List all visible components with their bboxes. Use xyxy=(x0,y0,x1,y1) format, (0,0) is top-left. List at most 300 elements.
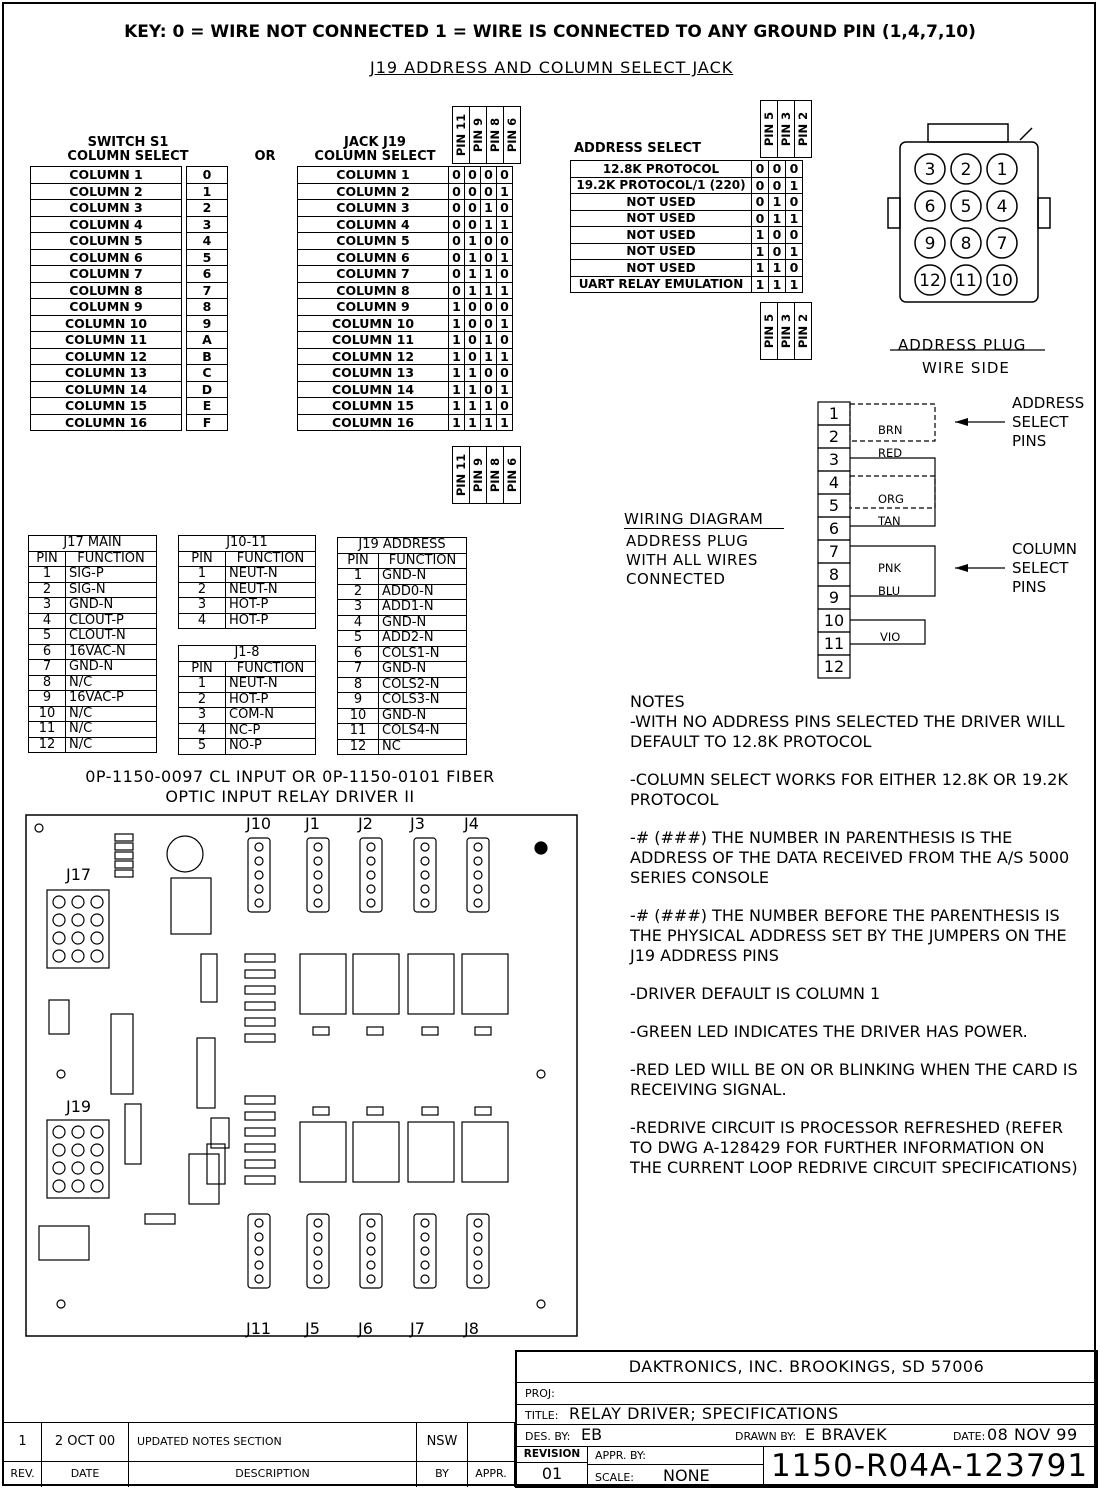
terminal-pin xyxy=(314,843,322,851)
column-name: COLUMN 8 xyxy=(31,282,182,299)
revision-box xyxy=(517,1446,588,1486)
company-name: DAKTRONICS, INC. BROOKINGS, SD 57006 xyxy=(517,1352,1096,1383)
bit-cell: 0 xyxy=(752,161,769,178)
terminal-pin xyxy=(255,1247,263,1255)
jack-column-table xyxy=(297,166,513,431)
pin-number: 3 xyxy=(338,600,379,616)
revision-header-cell: DATE xyxy=(42,1461,129,1487)
pin-header: PIN xyxy=(179,661,226,677)
mounting-hole xyxy=(35,824,43,832)
switch-row xyxy=(31,348,228,365)
pin-number: 5 xyxy=(179,739,226,755)
bit-cell: 0 xyxy=(481,315,497,332)
bit-cell: 0 xyxy=(481,365,497,382)
column-name: COLUMN 13 xyxy=(31,365,182,382)
resistor xyxy=(245,1034,275,1042)
relay xyxy=(353,954,399,1014)
board-connector-label: J4 xyxy=(464,814,479,833)
pin-number: 1 xyxy=(179,567,226,583)
pin-number: 4 xyxy=(179,723,226,739)
column-name: COLUMN 5 xyxy=(31,233,182,250)
j17-main-table xyxy=(28,535,157,753)
header-pin xyxy=(91,1126,103,1138)
switch-value: 0 xyxy=(187,167,228,184)
terminal-pin xyxy=(421,1275,429,1283)
pin-function: N/C xyxy=(66,706,157,722)
address-header: ADDRESS SELECT xyxy=(574,141,702,156)
note-item: -# (###) THE NUMBER IN PARENTHESIS IS THE ADDRESS OF THE DATA RECEIVED FROM THE A/S 5000 SERIES CONSOLE xyxy=(630,828,1070,887)
wire-pin-number: 10 xyxy=(823,611,845,630)
bit-cell: 0 xyxy=(769,161,786,178)
plug-pin-number: 11 xyxy=(955,271,977,291)
pin-function: COLS4-N xyxy=(379,724,467,740)
board-title xyxy=(0,767,580,807)
pin-label xyxy=(760,302,778,360)
relay xyxy=(300,954,346,1014)
terminal-pin xyxy=(255,885,263,893)
revision-row xyxy=(4,1423,515,1462)
revision-label: REVISION xyxy=(517,1446,587,1463)
bit-cell: 0 xyxy=(752,177,769,194)
table-row xyxy=(338,677,467,693)
bit-cell: 0 xyxy=(497,365,513,382)
terminal-pin xyxy=(474,843,482,851)
pin-number: 2 xyxy=(179,692,226,708)
address-name: NOT USED xyxy=(571,194,752,211)
terminal-pin xyxy=(421,885,429,893)
pin-function: N/C xyxy=(66,722,157,738)
switch-row xyxy=(31,200,228,217)
header-pin xyxy=(53,950,65,962)
table-row xyxy=(338,724,467,740)
table-header-row xyxy=(338,553,467,569)
pin-number: 4 xyxy=(179,613,226,629)
revision-cell: UPDATED NOTES SECTION xyxy=(129,1423,417,1461)
header-pin xyxy=(72,1180,84,1192)
column-name: COLUMN 1 xyxy=(298,167,449,184)
title-row xyxy=(517,1404,1096,1425)
terminal-pin xyxy=(421,1233,429,1241)
header-pin xyxy=(91,1162,103,1174)
terminal-pin xyxy=(255,857,263,865)
switch-value: 9 xyxy=(187,315,228,332)
terminal-pin xyxy=(314,1219,322,1227)
table-row xyxy=(29,737,157,753)
pin-function: N/C xyxy=(66,737,157,753)
terminal-pin xyxy=(474,1219,482,1227)
header-pin xyxy=(72,914,84,926)
terminal-pin xyxy=(367,1233,375,1241)
jack-row xyxy=(298,266,513,283)
table-row xyxy=(29,675,157,691)
plug-pin-number: 3 xyxy=(924,160,936,180)
switch-row xyxy=(31,332,228,349)
bit-cell: 1 xyxy=(769,210,786,227)
switch-row xyxy=(31,167,228,184)
pin-label xyxy=(452,446,470,504)
resistor xyxy=(145,1214,175,1224)
switch-row xyxy=(31,249,228,266)
revision-cell: NSW xyxy=(417,1423,468,1461)
bit-cell: 1 xyxy=(449,398,465,415)
column-name: COLUMN 12 xyxy=(298,348,449,365)
column-name: COLUMN 7 xyxy=(31,266,182,283)
capacitor xyxy=(167,836,203,872)
table-row xyxy=(338,708,467,724)
pin-label-text: PIN 6 xyxy=(505,117,519,153)
terminal-pin xyxy=(421,871,429,879)
table-title-row xyxy=(338,538,467,554)
header-pin xyxy=(53,896,65,908)
bit-cell: 0 xyxy=(497,332,513,349)
pin-label-text: PIN 6 xyxy=(505,457,519,493)
table-row xyxy=(338,739,467,755)
terminal-pin xyxy=(314,1247,322,1255)
bit-cell: 0 xyxy=(449,183,465,200)
j19-board-label: J19 xyxy=(66,1097,92,1116)
board-connector-label: J3 xyxy=(410,814,425,833)
bit-cell: 1 xyxy=(481,216,497,233)
led xyxy=(535,842,547,854)
pin-function: SIG-P xyxy=(66,567,157,583)
wire-color-label: BRN xyxy=(878,423,903,437)
wire-pin-number: 6 xyxy=(828,519,840,538)
board-connector-label: J8 xyxy=(464,1319,479,1338)
bit-cell: 1 xyxy=(449,414,465,431)
or-label: OR xyxy=(254,149,276,164)
pin-label xyxy=(777,302,795,360)
table-row xyxy=(29,598,157,614)
pin-number: 3 xyxy=(29,598,66,614)
ic-chip xyxy=(189,1154,219,1204)
ic-chip xyxy=(197,1038,215,1108)
column-name: COLUMN 11 xyxy=(298,332,449,349)
table-row xyxy=(338,569,467,585)
jack-row xyxy=(298,299,513,316)
bit-cell: 1 xyxy=(465,282,481,299)
terminal-pin xyxy=(367,899,375,907)
jack-row xyxy=(298,200,513,217)
resistor xyxy=(245,1018,275,1026)
fiber-connector xyxy=(39,1226,89,1260)
resistor xyxy=(245,970,275,978)
table-row xyxy=(29,582,157,598)
terminal-pin xyxy=(314,899,322,907)
pin-label xyxy=(503,446,521,504)
wire-color-label: RED xyxy=(878,446,903,460)
table-row xyxy=(29,629,157,645)
header-pin xyxy=(53,1126,65,1138)
terminal-pin xyxy=(421,1219,429,1227)
bit-cell: 0 xyxy=(449,233,465,250)
jack-row xyxy=(298,381,513,398)
wiring-title: WIRING DIAGRAM xyxy=(624,510,784,529)
bit-cell: 1 xyxy=(481,282,497,299)
column-name: COLUMN 14 xyxy=(298,381,449,398)
header-pin xyxy=(72,1126,84,1138)
pin-number: 5 xyxy=(338,631,379,647)
switch-row xyxy=(31,398,228,415)
function-header: FUNCTION xyxy=(226,551,316,567)
board-connector-label: J7 xyxy=(410,1319,425,1338)
table-row xyxy=(179,723,316,739)
header-pin xyxy=(91,896,103,908)
drawing-title: RELAY DRIVER; SPECIFICATIONS xyxy=(569,1404,839,1423)
switch-value: A xyxy=(187,332,228,349)
function-header: FUNCTION xyxy=(66,551,157,567)
pin-label-text: PIN 8 xyxy=(488,457,502,493)
switch-row xyxy=(31,299,228,316)
terminal-pin xyxy=(255,1275,263,1283)
pin-header: PIN xyxy=(338,553,379,569)
pin-label xyxy=(452,106,470,164)
jack-row xyxy=(298,282,513,299)
relay xyxy=(408,1122,454,1182)
date-label: DATE: xyxy=(953,1430,986,1443)
proj-label: PROJ: xyxy=(525,1387,555,1400)
terminal-pin xyxy=(255,899,263,907)
resistor xyxy=(245,954,275,962)
terminal-connector xyxy=(248,838,270,912)
board-title-line2: OPTIC INPUT RELAY DRIVER II xyxy=(165,787,415,806)
pin-label-text: PIN 5 xyxy=(762,111,776,147)
pin-number: 4 xyxy=(29,613,66,629)
column-name: COLUMN 9 xyxy=(298,299,449,316)
plug-pin-number: 4 xyxy=(996,197,1008,217)
pin-label xyxy=(760,100,778,158)
bit-cell: 0 xyxy=(769,177,786,194)
pin-function: COM-N xyxy=(226,708,316,724)
address-name: NOT USED xyxy=(571,260,752,277)
switch-value: E xyxy=(187,398,228,415)
bit-cell: 1 xyxy=(752,243,769,260)
revision-cell: 1 xyxy=(4,1423,42,1461)
bit-cell: 0 xyxy=(465,299,481,316)
note-item: -GREEN LED INDICATES THE DRIVER HAS POWER. xyxy=(630,1022,1028,1041)
terminal-pin xyxy=(314,1233,322,1241)
bit-cell: 1 xyxy=(481,398,497,415)
ic-chip xyxy=(49,1000,69,1034)
header-pin xyxy=(72,1144,84,1156)
diode xyxy=(367,1027,383,1035)
board-connector-label: J1 xyxy=(305,814,320,833)
bit-cell: 1 xyxy=(481,266,497,283)
notes-heading: NOTES xyxy=(630,692,685,711)
terminal-connector xyxy=(307,838,329,912)
title-block xyxy=(515,1350,1098,1488)
bit-cell: 1 xyxy=(769,260,786,277)
terminal-pin xyxy=(421,857,429,865)
terminal-pin xyxy=(367,1261,375,1269)
switch-row xyxy=(31,414,228,431)
pin-number: 1 xyxy=(29,567,66,583)
table-row xyxy=(338,584,467,600)
jack-header xyxy=(300,136,450,164)
pin-label-text: PIN 2 xyxy=(796,313,810,349)
revision-table xyxy=(4,1422,515,1487)
terminal-pin xyxy=(421,1247,429,1255)
bit-cell: 0 xyxy=(497,398,513,415)
pin-function: GND-N xyxy=(379,569,467,585)
column-name: COLUMN 15 xyxy=(298,398,449,415)
key-legend: KEY: 0 = WIRE NOT CONNECTED 1 = WIRE IS CONNECTED TO ANY GROUND PIN (1,4,7,10) xyxy=(124,22,976,42)
header-pin xyxy=(53,1144,65,1156)
wire-pin-number: 2 xyxy=(828,427,840,446)
bit-cell: 1 xyxy=(497,183,513,200)
table-row xyxy=(338,600,467,616)
bit-cell: 0 xyxy=(769,243,786,260)
header-pin xyxy=(91,1180,103,1192)
address-name: 12.8K PROTOCOL xyxy=(571,161,752,178)
bit-cell: 1 xyxy=(497,216,513,233)
pin-number: 12 xyxy=(338,739,379,755)
pin-number: 11 xyxy=(29,722,66,738)
bit-cell: 1 xyxy=(786,243,803,260)
pin-label-text: PIN 11 xyxy=(454,113,468,157)
bit-cell: 1 xyxy=(752,227,769,244)
switch-value: 4 xyxy=(187,233,228,250)
bit-cell: 1 xyxy=(752,276,769,293)
scale-value: NONE xyxy=(663,1466,710,1485)
bit-cell: 0 xyxy=(449,249,465,266)
wire-pin-number: 12 xyxy=(823,657,845,676)
switch-row xyxy=(31,233,228,250)
address-select-pins-label xyxy=(1012,394,1084,451)
table-header-row xyxy=(179,551,316,567)
terminal-pin xyxy=(255,1233,263,1241)
bit-cell: 0 xyxy=(449,266,465,283)
switch-row xyxy=(31,266,228,283)
mounting-hole xyxy=(537,1300,545,1308)
circuit-board-drawing xyxy=(25,814,580,1339)
pin-label xyxy=(777,100,795,158)
wiring-desc-line3: CONNECTED xyxy=(626,570,726,588)
bit-cell: 1 xyxy=(497,282,513,299)
address-name: NOT USED xyxy=(571,243,752,260)
column-name: COLUMN 3 xyxy=(298,200,449,217)
terminal-pin xyxy=(367,857,375,865)
pin-function: NC-P xyxy=(226,723,316,739)
table-row xyxy=(29,722,157,738)
terminal-pin xyxy=(474,857,482,865)
switch-header-line2: COLUMN SELECT xyxy=(67,149,189,164)
pin-number: 7 xyxy=(338,662,379,678)
switch-row xyxy=(31,315,228,332)
pin-label xyxy=(486,446,504,504)
pin-function: 16VAC-P xyxy=(66,691,157,707)
jack-row xyxy=(298,348,513,365)
bit-cell: 0 xyxy=(449,167,465,184)
des-label: DES. BY: xyxy=(525,1430,571,1443)
wire-pin-number: 7 xyxy=(828,542,840,561)
bit-cell: 0 xyxy=(769,227,786,244)
address-row xyxy=(571,177,803,194)
wire-pin-number: 11 xyxy=(823,634,845,653)
column-name: COLUMN 13 xyxy=(298,365,449,382)
pin-function: 16VAC-N xyxy=(66,644,157,660)
address-row xyxy=(571,227,803,244)
terminal-pin xyxy=(255,1219,263,1227)
bit-cell: 1 xyxy=(481,348,497,365)
column-name: COLUMN 9 xyxy=(31,299,182,316)
terminal-pin xyxy=(474,1247,482,1255)
pin-label xyxy=(469,106,487,164)
bit-cell: 1 xyxy=(449,348,465,365)
pin-label xyxy=(794,100,812,158)
bit-cell: 1 xyxy=(465,365,481,382)
board-connector-label: J11 xyxy=(246,1319,272,1338)
csp-line2: SELECT xyxy=(1012,559,1069,577)
resistor xyxy=(115,861,133,868)
address-select-table xyxy=(570,160,803,293)
board-title-line1: 0P-1150-0097 CL INPUT OR 0P-1150-0101 FIBER xyxy=(85,767,495,786)
terminal-pin xyxy=(367,1219,375,1227)
jack-header-line1: JACK J19 xyxy=(344,135,406,150)
bit-cell: 0 xyxy=(465,315,481,332)
pin-label xyxy=(503,106,521,164)
appr-label: APPR. BY: xyxy=(595,1449,646,1462)
terminal-connector xyxy=(307,1214,329,1288)
bit-cell: 1 xyxy=(769,276,786,293)
table-row xyxy=(338,646,467,662)
address-row xyxy=(571,243,803,260)
pin-number: 11 xyxy=(338,724,379,740)
terminal-pin xyxy=(474,1233,482,1241)
switch-value: 1 xyxy=(187,183,228,200)
bit-cell: 1 xyxy=(449,315,465,332)
diode xyxy=(475,1107,491,1115)
bit-cell: 1 xyxy=(465,266,481,283)
note-item: -WITH NO ADDRESS PINS SELECTED THE DRIVER WILL DEFAULT TO 12.8K PROTOCOL xyxy=(630,712,1065,751)
table-header-row xyxy=(179,661,316,677)
pin-label xyxy=(794,302,812,360)
bit-cell: 1 xyxy=(449,381,465,398)
bit-cell: 0 xyxy=(786,194,803,211)
terminal-pin xyxy=(474,1275,482,1283)
pin-number: 4 xyxy=(338,615,379,631)
resistor xyxy=(245,1096,275,1104)
pin-label-text: PIN 9 xyxy=(471,457,485,493)
pin-function: GND-N xyxy=(66,598,157,614)
resistor xyxy=(245,1176,275,1184)
pin-function: NEUT-N xyxy=(226,567,316,583)
diode xyxy=(422,1027,438,1035)
jack-row xyxy=(298,233,513,250)
switch-value: F xyxy=(187,414,228,431)
plug-pin-number: 10 xyxy=(991,271,1013,291)
plug-pin-number: 9 xyxy=(924,234,936,254)
table-row xyxy=(179,567,316,583)
scale-label: SCALE: xyxy=(595,1471,634,1484)
pin-function: NC xyxy=(379,739,467,755)
address-row xyxy=(571,194,803,211)
bit-cell: 0 xyxy=(497,266,513,283)
table-title: J17 MAIN xyxy=(29,536,157,552)
terminal-pin xyxy=(314,857,322,865)
csp-line3: PINS xyxy=(1012,578,1047,596)
header-pin xyxy=(91,914,103,926)
ic-chip xyxy=(125,1104,141,1164)
resistor xyxy=(245,1144,275,1152)
table-row xyxy=(338,631,467,647)
pin-function: GND-N xyxy=(379,708,467,724)
revision-number: 01 xyxy=(541,1464,563,1483)
diode xyxy=(367,1107,383,1115)
pin-number: 6 xyxy=(29,644,66,660)
wiring-desc-line1: ADDRESS PLUG xyxy=(626,532,749,550)
jack-row xyxy=(298,167,513,184)
j19-address-table xyxy=(337,537,467,755)
